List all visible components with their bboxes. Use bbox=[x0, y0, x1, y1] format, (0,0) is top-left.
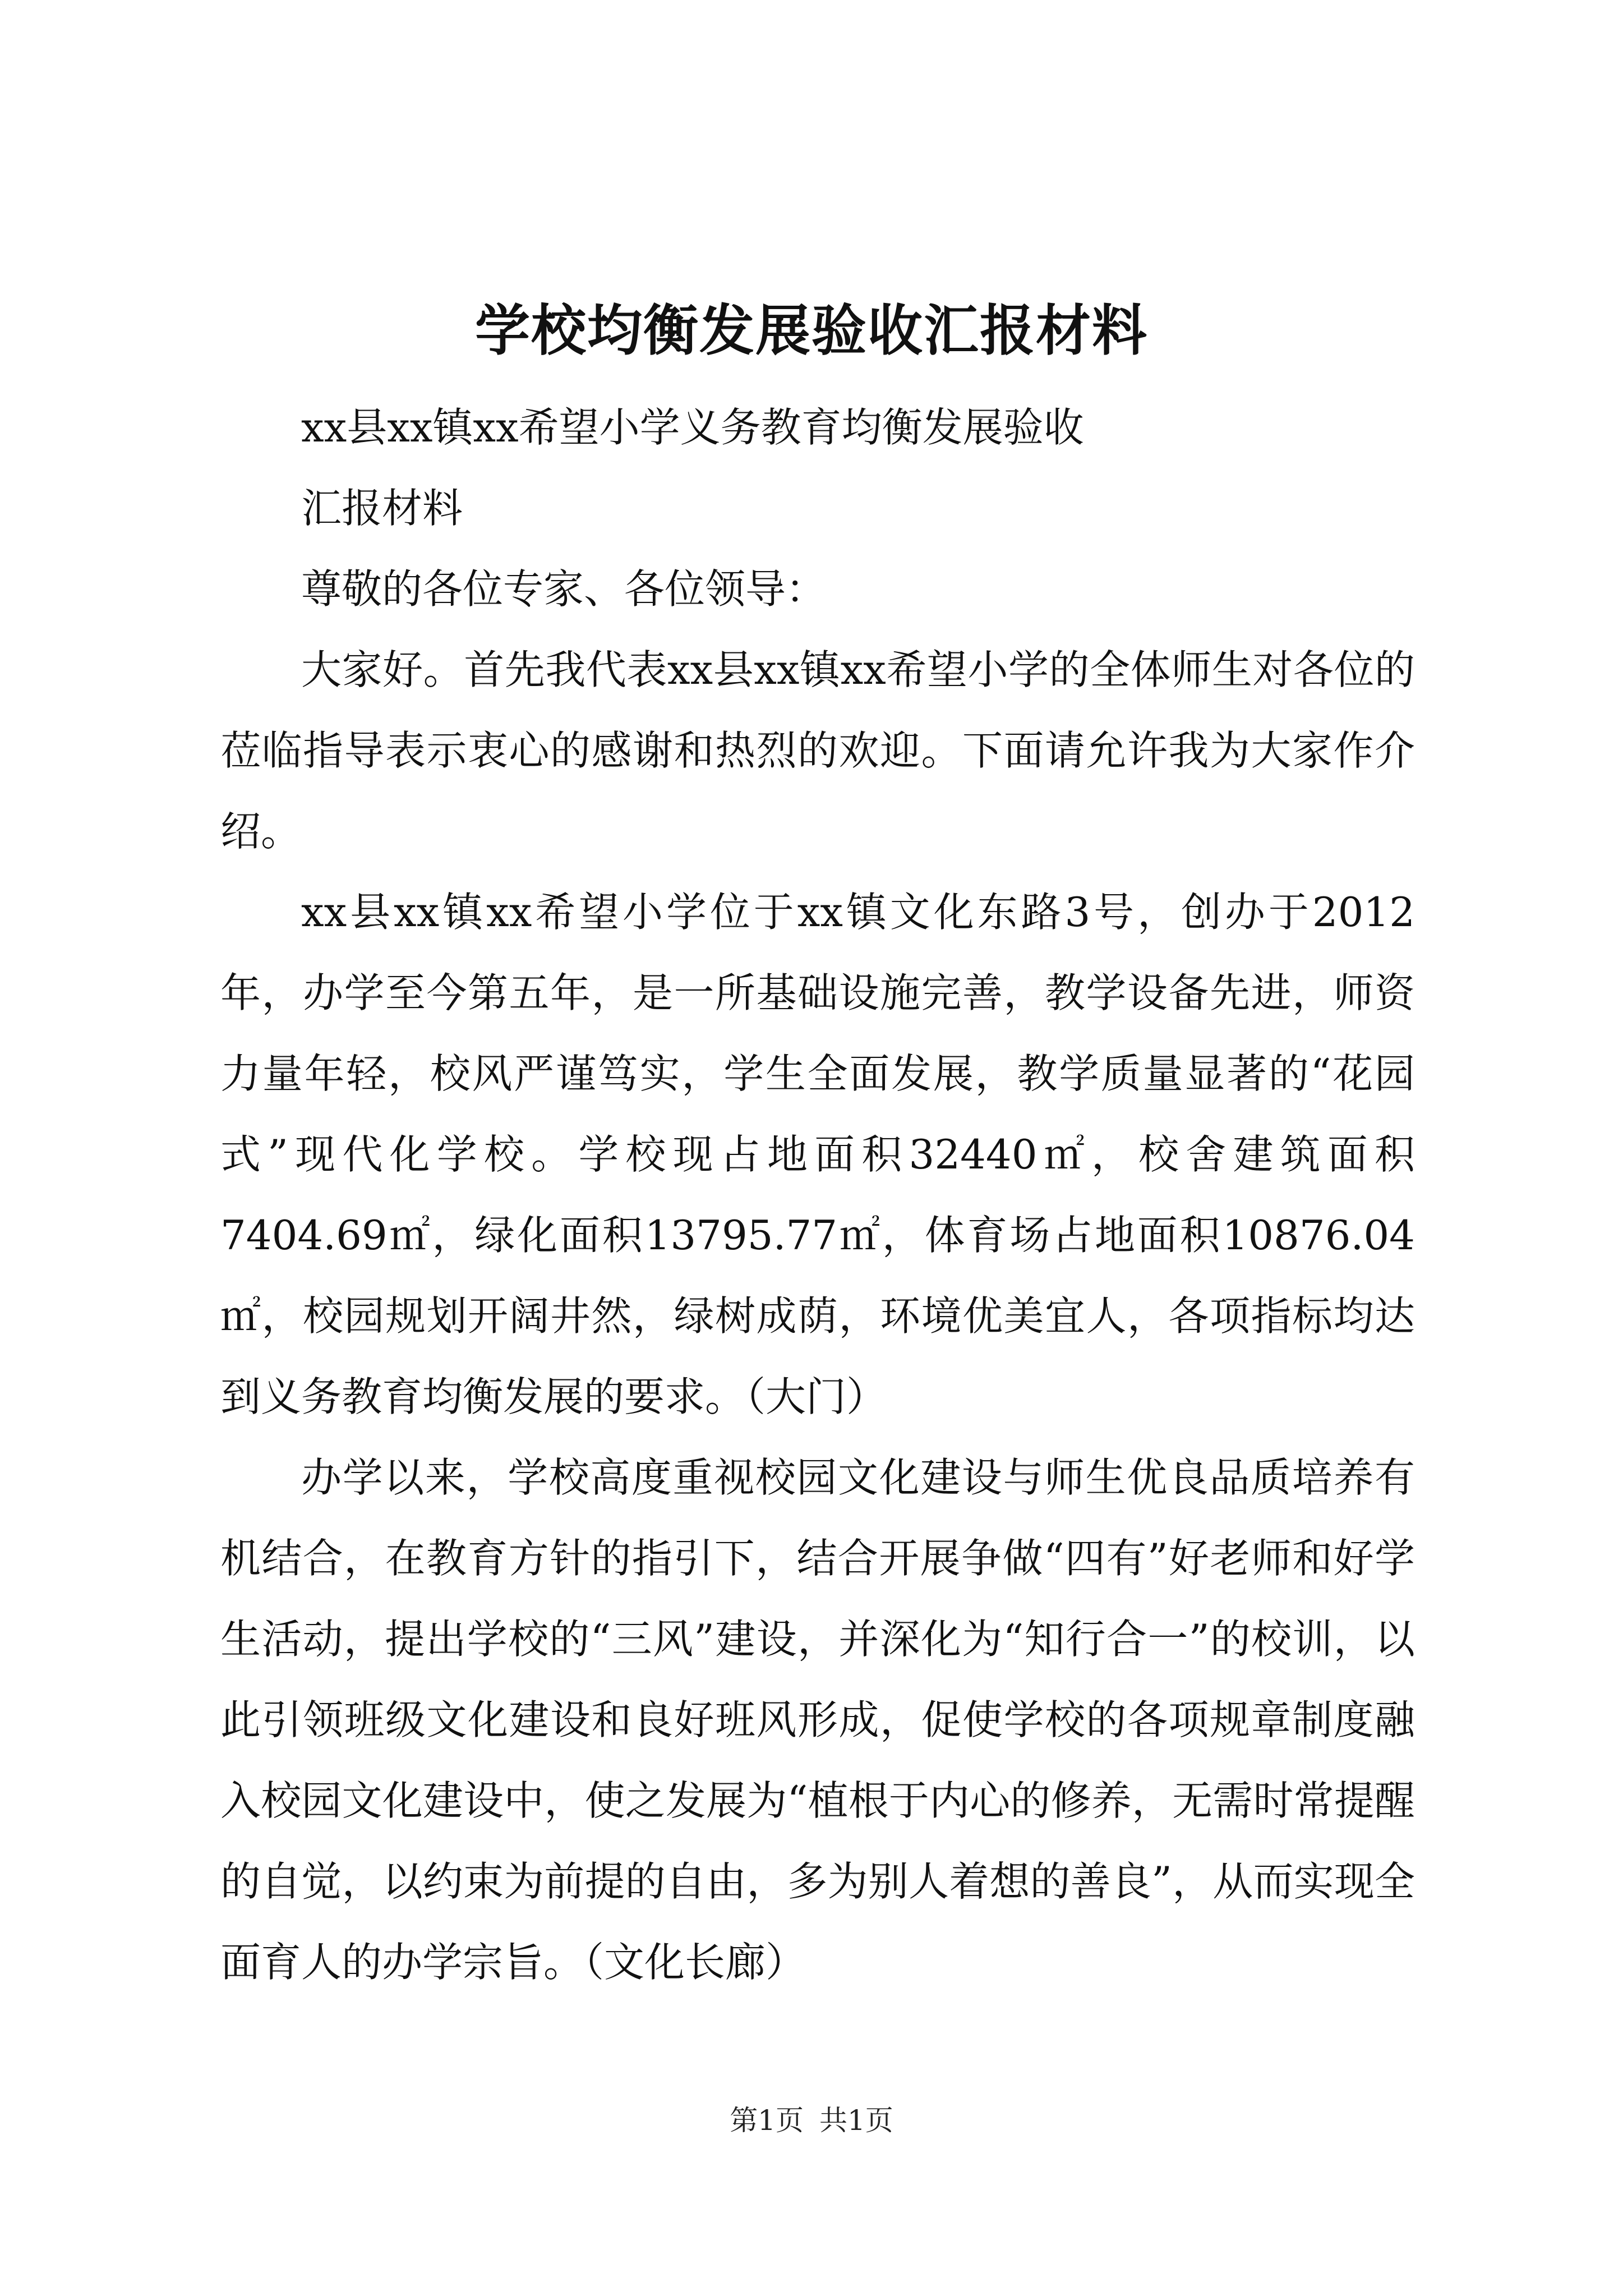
document-body bbox=[220, 387, 1415, 2003]
subtitle-line: xx县xx镇xx希望小学义务教育均衡发展验收 bbox=[301, 404, 1084, 451]
paragraph-greeting: 大家好。首先我代表xx县xx镇xx希望小学的全体师生对各位的莅临指导表示衷心的感谢和热烈的欢迎。下面请允许我为大家作介绍。 bbox=[220, 646, 1415, 855]
page-total: 共1页 bbox=[819, 2104, 893, 2137]
paragraph-school-culture: 办学以来，学校高度重视校园文化建设与师生优良品质培养有机结合，在教育方针的指引下，结合开展争做“四有”好老师和好学生活动，提出学校的“三风”建设，并深化为“知行合一”的校训，以此引领班级文化建设和良好班风形成，促使学校的各项规章制度融入校园文化建设中，使之发展为“植根于内心的修养，无需时常提醒的自觉，以约束为前提的自由，多为别人着想的善良”，从而实现全面育人的办学宗旨。（文化长廊） bbox=[220, 1454, 1415, 1986]
page-number: 第1页 bbox=[730, 2104, 804, 2137]
subtitle-line-continued: 汇报材料 bbox=[301, 485, 463, 532]
document-title: 学校均衡发展验收汇报材料 bbox=[474, 298, 1148, 363]
paragraph-school-overview: xx县xx镇xx希望小学位于xx镇文化东路3号，创办于2012年，办学至今第五年，是一所基础设施完善，教学设备先进，师资力量年轻，校风严谨笃实，学生全面发展，教学质量显著的“花园式”现代化学校。学校现占地面积32440㎡，校舍建筑面积7404.69㎡，绿化面积13795.77㎡，体育场占地面积10876.04㎡，校园规划开阔井然，绿树成荫，环境优美宜人，各项指标均达到义务教育均衡发展的要求。（大门） bbox=[220, 889, 1415, 1420]
page-footer bbox=[0, 2101, 1623, 2140]
salutation: 尊敬的各位专家、各位领导： bbox=[301, 565, 827, 613]
